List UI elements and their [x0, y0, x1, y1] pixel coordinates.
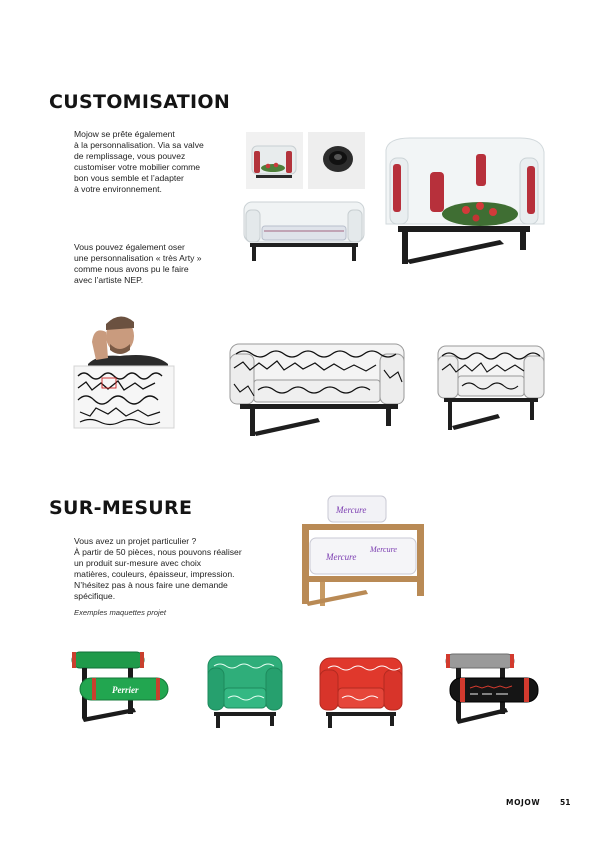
customisation-paragraph-1: Mojow se prête également à la personnalisation. Via sa valve de remplissage, vous pouvez customiser votre mobilier comme bon vous semble et l’adapter à votre environnement.: [74, 129, 204, 194]
photo-wooden-armchair-mercure: [296, 494, 432, 612]
mercure-seat-print-text: Mercure: [326, 552, 357, 562]
photo-transparent-armchair-large: [380, 132, 548, 270]
page-number: 51: [560, 798, 571, 807]
photo-red-armchair: [316, 654, 406, 732]
photo-perrier-bench-green: [68, 648, 174, 732]
photo-transparent-sofa: [240, 198, 368, 266]
footer-brand: MOJOW: [506, 798, 541, 807]
photo-valve-closeup: [308, 132, 365, 189]
section-title-sur-mesure: SUR-MESURE: [49, 497, 193, 519]
customisation-paragraph-2: Vous pouvez également oser une personnalisation « très Arty » comme nous avons pu le faire avec l’artiste NEP.: [74, 242, 202, 285]
photo-graffiti-sofa: [226, 340, 408, 440]
sur-mesure-paragraph: Vous avez un projet particulier ? À partir de 50 pièces, nous pouvons réaliser un produit sur-mesure avec choix matières, couleurs, épaisseur, impression. N’hésitez pas à nous faire une demande spécifique.: [74, 536, 242, 601]
mercure-print-text: Mercure: [336, 505, 367, 515]
mercure-seat-print-text-2: Mercure: [370, 545, 397, 554]
photo-chair-filled-flowers: [246, 132, 303, 189]
perrier-bench-print-text: Perrier: [112, 685, 139, 695]
photo-black-red-bench: [440, 650, 544, 732]
section-title-customisation: CUSTOMISATION: [49, 91, 231, 113]
photo-perrier-armchair-mint: [204, 652, 286, 732]
photo-graffiti-armchair: [434, 342, 548, 434]
photo-artist-nep: [72, 302, 176, 429]
caption-project-mockups: Exemples maquettes projet: [74, 608, 167, 617]
